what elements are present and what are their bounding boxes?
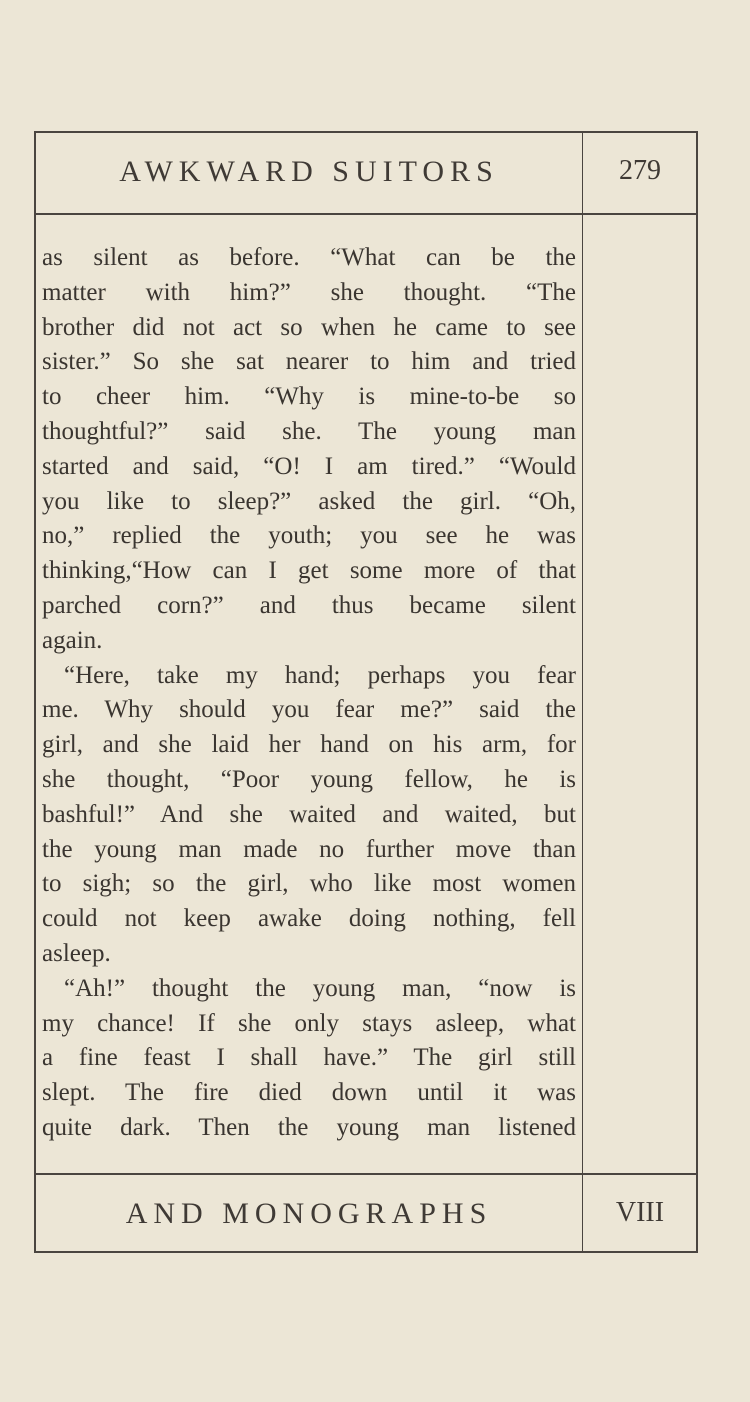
text-line: bashful!” And she waited and waited, but — [42, 800, 576, 828]
text-line: to cheer him. “Why is mine-to-be so — [42, 383, 576, 411]
text-line: slept. The fire died down until it was — [42, 1079, 576, 1107]
text-line: could not keep awake doing nothing, fell — [42, 905, 576, 933]
text-line: matter with him?” she thought. “The — [42, 278, 576, 306]
text-line: she thought, “Poor young fellow, he is — [42, 765, 576, 793]
text-line: parched corn?” and thus became silent — [42, 591, 576, 619]
header-rule — [36, 213, 696, 215]
column-divider — [582, 133, 583, 1251]
page-frame — [34, 131, 698, 1253]
text-line: girl, and she laid her hand on his arm, for — [42, 731, 576, 759]
text-line: to sigh; so the girl, who like most women — [42, 870, 576, 898]
text-line: my chance! If she only stays asleep, what — [42, 1009, 576, 1037]
page-number: 279 — [619, 155, 661, 186]
text-line: quite dark. Then the young man listened — [42, 1113, 576, 1141]
text-line: brother did not act so when he came to see — [42, 313, 576, 341]
text-line: thoughtful?” said she. The young man — [42, 417, 576, 445]
series-footer-title: AND MONOGRAPHS — [125, 1197, 493, 1230]
footer-rule — [36, 1173, 696, 1175]
text-line: no,” replied the youth; you see he was — [42, 522, 576, 550]
text-line: a fine feast I shall have.” The girl still — [42, 1044, 576, 1072]
text-line: the young man made no further move than — [42, 835, 576, 863]
text-line: started and said, “O! I am tired.” “Would — [42, 452, 576, 480]
text-line: “Here, take my hand; perhaps you fear — [64, 661, 576, 689]
text-line: me. Why should you fear me?” said the — [42, 696, 576, 724]
running-header-title: AWKWARD SUITORS — [119, 155, 499, 188]
text-line: “Ah!” thought the young man, “now is — [64, 974, 576, 1002]
text-line: asleep. — [42, 939, 111, 967]
text-line: sister.” So she sat nearer to him and tried — [42, 348, 576, 376]
text-line: as silent as before. “What can be the — [42, 244, 576, 271]
text-line: you like to sleep?” asked the girl. “Oh, — [42, 487, 576, 515]
body-text — [42, 241, 576, 1146]
text-line: thinking,“How can I get some more of that — [42, 557, 576, 585]
text-line: again. — [42, 626, 103, 654]
volume-numeral: VIII — [615, 1197, 665, 1228]
